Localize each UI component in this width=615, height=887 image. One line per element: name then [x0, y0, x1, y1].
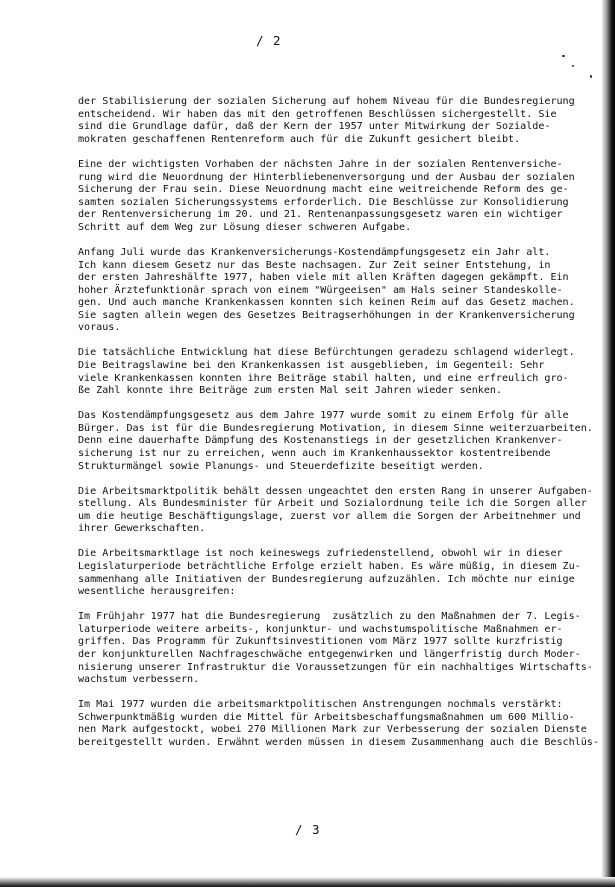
- paragraph: Die tatsächliche Entwicklung hat diese Befürchtungen geradezu schlagend widerlegt. Die Beitragslawine bei den Krankenkassen ist ausgeblieben, im Gegenteil: Sehr viele Krankenkassen konnten ihre Beiträge stabil halten, und eine erfreulich gro- ße Zahl konnte ihre Beiträge zum ersten Mal seit Jahren wieder senken.: [78, 347, 575, 397]
- paragraph: Das Kostendämpfungsgesetz aus dem Jahre 1977 wurde somit zu einem Erfolg für alle Bürger. Das ist für die Bundesregierung Motivation, in diesem Sinne weiterzuarbeiten. Denn eine dauerhafte Dämpfung des Kostenanstiegs in der gesetzlichen Krankenver- sicherung ist nur zu erreichen, wenn auch im Krankenhaussektor kostentreibende Strukturmängel sowie Planungs- und Steuerdefizite beseitigt werden.: [78, 410, 593, 472]
- paragraph: der Stabilisierung der sozialen Sicherung auf hohem Niveau für die Bundesregierung entscheidend. Wir haben das mit den getroffenen Beschlüssen sichergestellt. Sie sind die Grundlage dafür, daß der Kern der 1957 unter Mitwirkung der Sozialde- mokraten geschaffenen Rentenreform auch für die Zukunft gesichert bleibt.: [78, 96, 575, 145]
- document-body: [78, 96, 599, 762]
- scan-speck: [590, 75, 592, 78]
- scan-speck: [572, 65, 574, 67]
- paragraph: Eine der wichtigsten Vorhaben der nächsten Jahre in der sozialen Rentenversiche- rung wird die Neuordnung der Hinterbliebenenversorgung und der Ausbau der sozialen Sicherung der Frau sein. Diese Neuordnung macht eine weitreichende Reform des ge- samten sozialen Sicherungssystems erforderlich. Die Beschlüsse zur Konsolidierung der Rentenversicherung im 20. und 21. Rentenanpassungsgesetz waren ein wichtiger Schritt auf dem Weg zur Lösung dieser schweren Aufgabe.: [78, 158, 575, 233]
- next-page-marker: / 3: [295, 822, 321, 837]
- paragraph: Anfang Juli wurde das Krankenversicherungs-Kostendämpfungsgesetz ein Jahr alt. Ich kann diesem Gesetz nur das Beste nachsagen. Zur Zeit seiner Entstehung, in der ersten Jahreshälfte 1977, haben viele mit allen Kräften dagegen gekämpft. Ein hoher Ärztefunktionär sprach von einem "Würgeeisen" am Hals seiner Standeskolle- gen. Und auch manche Krankenkassen konnten sich keinen Reim auf das Gesetz machen. Sie sagten allein wegen des Gesetzes Beitragserhöhungen in der Krankenversicherung voraus.: [78, 246, 575, 334]
- scan-edge-right: [601, 0, 615, 887]
- scan-edge-bottom: [0, 877, 615, 887]
- paragraph: Im Mai 1977 wurden die arbeitsmarktpolitischen Anstrengungen nochmals verstärkt: Schwerpunktmäßig wurden die Mittel für Arbeitsbeschaffungsmaßnahmen um 600 Millio- nen Mark aufgestockt, wobei 270 Millionen Mark zur Verbesserung der sozialen Dienste bereitgestellt wurden. Erwähnt werden müssen in diesem Zusammenhang auch die Beschlüs-: [78, 699, 599, 748]
- paragraph: Im Frühjahr 1977 hat die Bundesregierung zusätzlich zu den Maßnahmen der 7. Legis- laturperiode weitere arbeits-, konjunktur- und wachstumspolitische Maßnahmen er- griffen. Das Programm für Zukunftsinvestitionen vom März 1977 sollte kurzfristig der konjunkturellen Nachfrageschwäche entgegenwirken und längerfristig durch Moder- nisierung unserer Infrastruktur die Voraussetzungen für ein nachhaltiges Wirtschafts- wachstum verbessern.: [78, 611, 593, 686]
- paragraph: Die Arbeitsmarktlage ist noch keineswegs zufriedenstellend, obwohl wir in dieser Legislaturperiode beträchtliche Erfolge erzielt haben. Es wäre müßig, in diesem Zu- sammenhang alle Initiativen der Bundesregierung aufzuzählen. Ich möchte nur einige wesentliche herausgreifen:: [78, 548, 581, 598]
- paragraph: Die Arbeitsmarktpolitik behält dessen ungeachtet den ersten Rang in unserer Aufgaben- stellung. Als Bundesminister für Arbeit und Sozialordnung teile ich die Sorgen aller um die heutige Beschäftigungslage, zuerst vor allem die Sorgen der Arbeitnehmer und ihrer Gewerkschaften.: [78, 485, 593, 535]
- page-number: / 2: [256, 33, 282, 48]
- scan-speck: [562, 55, 565, 57]
